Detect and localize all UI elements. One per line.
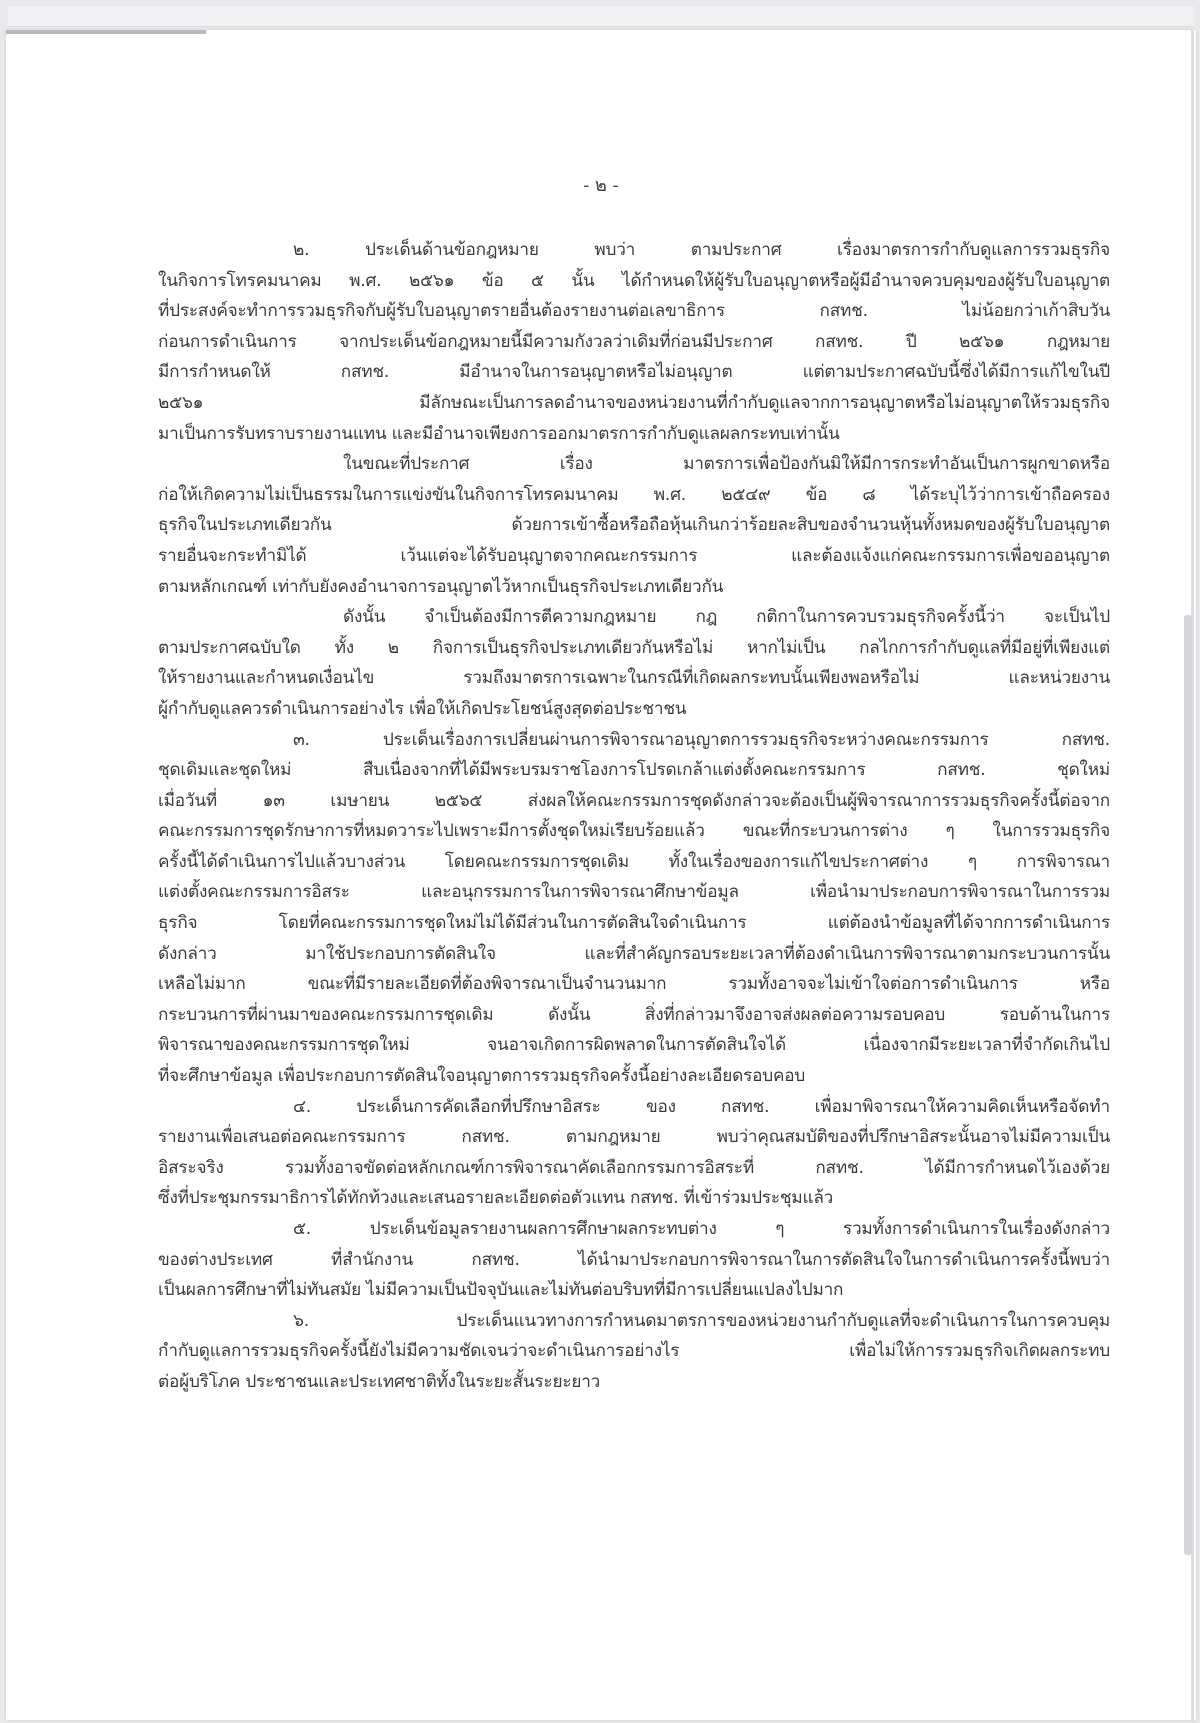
text-line: ในขณะที่ประกาศ เรื่อง มาตรการเพื่อป้องกันมิให้มีการกระทำอันเป็นการผูกขาดหรือ xyxy=(343,454,1110,475)
text-line: ของต่างประเทศ ที่สำนักงาน กสทช. ได้นำมาประกอบการพิจารณาในการตัดสินใจในการดำเนินการครั้งนี้พบว่า xyxy=(158,1249,1110,1270)
text-line: ตามประกาศฉบับใด ทั้ง ๒ กิจการเป็นธุรกิจประเภทเดียวกันหรือไม่ หากไม่เป็น กลไกการกำกับดูแลที่มีอยู่ที่เพียงแต่ xyxy=(158,637,1110,658)
paragraph-4-independent-advisor xyxy=(158,1092,1110,1214)
text-line: ๕. ประเด็นข้อมูลรายงานผลการศึกษาผลกระทบต่าง ๆ รวมทั้งการดำเนินการในเรื่องดังกล่าว xyxy=(293,1219,1110,1239)
text-line: รายอื่นจะกระทำมิได้ เว้นแต่จะได้รับอนุญาตจากคณะกรรมการ และต้องแจ้งแก่คณะกรรมการเพื่อขออนุญาต xyxy=(158,545,1110,566)
text-line: ตามหลักเกณฑ์ เท่ากับยังคงอำนาจการอนุญาตไว้หากเป็นธุรกิจประเภทเดียวกัน xyxy=(158,576,724,597)
text-line: เมื่อวันที่ ๑๓ เมษายน ๒๕๖๕ ส่งผลให้คณะกรรมการชุดดังกล่าวจะต้องเป็นผู้พิจารณาการรวมธุรกิจครั้งนี้ต่อจาก xyxy=(158,790,1110,811)
text-line: รายงานเพื่อเสนอต่อคณะกรรมการ กสทช. ตามกฎหมาย พบว่าคุณสมบัติของที่ปรึกษาอิสระนั้นอาจไม่มีความเป็น xyxy=(158,1127,1110,1148)
text-line: ๔. ประเด็นการคัดเลือกที่ปรึกษาอิสระ ของ กสทช. เพื่อมาพิจารณาให้ความคิดเห็นหรือจัดทำ xyxy=(293,1096,1110,1117)
text-line: ในกิจการโทรคมนาคม พ.ศ. ๒๕๖๑ ข้อ ๕ นั้น ได้กำหนดให้ผู้รับใบอนุญาตหรือผู้มีอำนาจควบคุมของผู้รับใบอนุญาต xyxy=(158,270,1110,291)
text-line: เหลือไม่มาก ขณะที่มีรายละเอียดที่ต้องพิจารณาเป็นจำนวนมาก รวมทั้งอาจจะไม่เข้าใจต่อการดำเนินการ หรือ xyxy=(158,974,1110,995)
text-line: ที่จะศึกษาข้อมูล เพื่อประกอบการตัดสินใจอนุญาตการรวมธุรกิจครั้งนี้อย่างละเอียดรอบคอบ xyxy=(158,1066,806,1087)
text-line: ที่ประสงค์จะทำการรวมธุรกิจกับผู้รับใบอนุญาตรายอื่นต้องรายงานต่อเลขาธิการ กสทช. ไม่น้อยกว่าเก้าสิบวัน xyxy=(158,301,1110,322)
text-line: ธุรกิจในประเภทเดียวกัน ด้วยการเข้าซื้อหรือถือหุ้นเกินกว่าร้อยละสิบของจำนวนหุ้นทั้งหมดของผู้รับใบอนุญาต xyxy=(158,515,1110,536)
text-line: อิสระจริง รวมทั้งอาจขัดต่อหลักเกณฑ์การพิจารณาคัดเลือกกรรมการอิสระที่ กสทช. ได้มีการกำหนดไว้เองด้วย xyxy=(158,1157,1110,1178)
document-page xyxy=(6,30,1196,1720)
text-line: ครั้งนี้ได้ดำเนินการไปแล้วบางส่วน โดยคณะกรรมการชุดเดิม ทั้งในเรื่องของการแก้ไขประกาศต่าง ๆ การพิจารณา xyxy=(158,851,1110,872)
text-line: ให้รายงานและกำหนดเงื่อนไข รวมถึงมาตรการเฉพาะในกรณีที่เกิดผลกระทบนั้นเพียงพอหรือไม่ และหน่วยงาน xyxy=(158,668,1110,689)
text-line: คณะกรรมการชุดรักษาการที่หมดวาระไปเพราะมีการตั้งชุดใหม่เรียบร้อยแล้ว ขณะที่กระบวนการต่าง ๆ ในการรวมธุรกิจ xyxy=(158,821,1110,842)
text-line: ดังกล่าว มาใช้ประกอบการตัดสินใจ และที่สำคัญกรอบระยะเวลาที่ต้องดำเนินการพิจารณาตามกระบวนการนั้น xyxy=(158,943,1110,964)
text-line: ชุดเดิมและชุดใหม่ สืบเนื่องจากที่ได้มีพระบรมราชโองการโปรดเกล้าแต่งตั้งคณะกรรมการ กสทช. ชุดใหม่ xyxy=(158,760,1110,781)
text-line: ผู้กำกับดูแลควรดำเนินการอย่างไร เพื่อให้เกิดประโยชน์สูงสุดต่อประชาชน xyxy=(158,698,687,719)
paragraph-2-interpretation xyxy=(158,602,1110,724)
text-line: ก่อนการดำเนินการ จากประเด็นข้อกฎหมายนี้มีความกังวลว่าเดิมที่ก่อนมีประกาศ กสทช. ปี ๒๕๖๑ กฎหมาย xyxy=(158,331,1110,352)
text-line: ก่อให้เกิดความไม่เป็นธรรมในการแข่งขันในกิจการโทรคมนาคม พ.ศ. ๒๕๔๙ ข้อ ๘ ได้ระบุไว้ว่าการเข้าถือครอง xyxy=(158,484,1110,505)
vertical-scrollbar[interactable] xyxy=(1180,30,1194,1720)
text-line: พิจารณาของคณะกรรมการชุดใหม่ จนอาจเกิดการผิดพลาดในการตัดสินใจได้ เนื่องจากมีระยะเวลาที่จำกัดเกินไป xyxy=(158,1035,1110,1056)
document-body xyxy=(158,235,1110,1398)
text-line: ๓. ประเด็นเรื่องการเปลี่ยนผ่านการพิจารณาอนุญาตการรวมธุรกิจระหว่างคณะกรรมการ กสทช. xyxy=(293,729,1110,750)
text-line: ดังนั้น จำเป็นต้องมีการตีความกฎหมาย กฎ กติกาในการควบรวมธุรกิจครั้งนี้ว่า จะเป็นไป xyxy=(343,607,1110,628)
page-number: - ๒ - xyxy=(583,175,619,196)
viewer-top-strip xyxy=(8,6,1194,27)
text-line: แต่งตั้งคณะกรรมการอิสระ และอนุกรรมการในการพิจารณาศึกษาข้อมูล เพื่อนำมาประกอบการพิจารณาในการรวม xyxy=(158,882,1110,903)
text-line: ๒. ประเด็นด้านข้อกฎหมาย พบว่า ตามประกาศ เรื่องมาตรการกำกับดูแลการรวมธุรกิจ xyxy=(293,240,1110,260)
text-line: กระบวนการที่ผ่านมาของคณะกรรมการชุดเดิม ดังนั้น สิ่งที่กล่าวมาจึงอาจส่งผลต่อความรอบคอบ รอบด้านในการ xyxy=(158,1004,1110,1025)
text-line: ต่อผู้บริโภค ประชาชนและประเทศชาติทั้งในระยะสั้นระยะยาว xyxy=(158,1371,601,1392)
text-line: มาเป็นการรับทราบรายงานแทน และมีอำนาจเพียงการออกมาตรการกำกับดูแลผลกระทบเท่านั้น xyxy=(158,423,840,444)
scrollbar-thumb[interactable] xyxy=(1184,615,1192,1555)
paragraph-2-legal-issue xyxy=(158,235,1110,449)
page-corner-mark xyxy=(6,30,206,34)
paragraph-6-regulatory-measures xyxy=(158,1306,1110,1398)
paragraph-5-study-report xyxy=(158,1214,1110,1306)
text-line: กำกับดูแลการรวมธุรกิจครั้งนี้ยังไม่มีความชัดเจนว่าจะดำเนินการอย่างไร เพื่อไม่ให้การรวมธุรกิจเกิดผลกระทบ xyxy=(158,1341,1110,1362)
text-line: ซึ่งที่ประชุมกรรมาธิการได้ทักท้วงและเสนอรายละเอียดต่อตัวแทน กสทช. ที่เข้าร่วมประชุมแล้ว xyxy=(158,1188,834,1209)
text-line: ๒๕๖๑ มีลักษณะเป็นการลดอำนาจของหน่วยงานที่กำกับดูแลจากการอนุญาตหรือไม่อนุญาตให้รวมธุรกิจ xyxy=(158,392,1110,413)
text-line: ๖. ประเด็นแนวทางการกำหนดมาตรการของหน่วยงานกำกับดูแลที่จะดำเนินการในการควบคุม xyxy=(293,1310,1110,1331)
text-line: ธุรกิจ โดยที่คณะกรรมการชุดใหม่ไม่ได้มีส่วนในการตัดสินใจดำเนินการ แต่ต้องนำข้อมูลที่ได้จากการดำเนินการ xyxy=(158,913,1110,934)
paragraph-3-transition xyxy=(158,725,1110,1092)
text-line: มีการกำหนดให้ กสทช. มีอำนาจในการอนุญาตหรือไม่อนุญาต แต่ตามประกาศฉบับนี้ซึ่งได้มีการแก้ไขในปี xyxy=(158,362,1110,383)
paragraph-2-competition-notice xyxy=(158,449,1110,602)
text-line: เป็นผลการศึกษาที่ไม่ทันสมัย ไม่มีความเป็นปัจจุบันและไม่ทันต่อบริบทที่มีการเปลี่ยนแปลงไปมาก xyxy=(158,1280,844,1301)
